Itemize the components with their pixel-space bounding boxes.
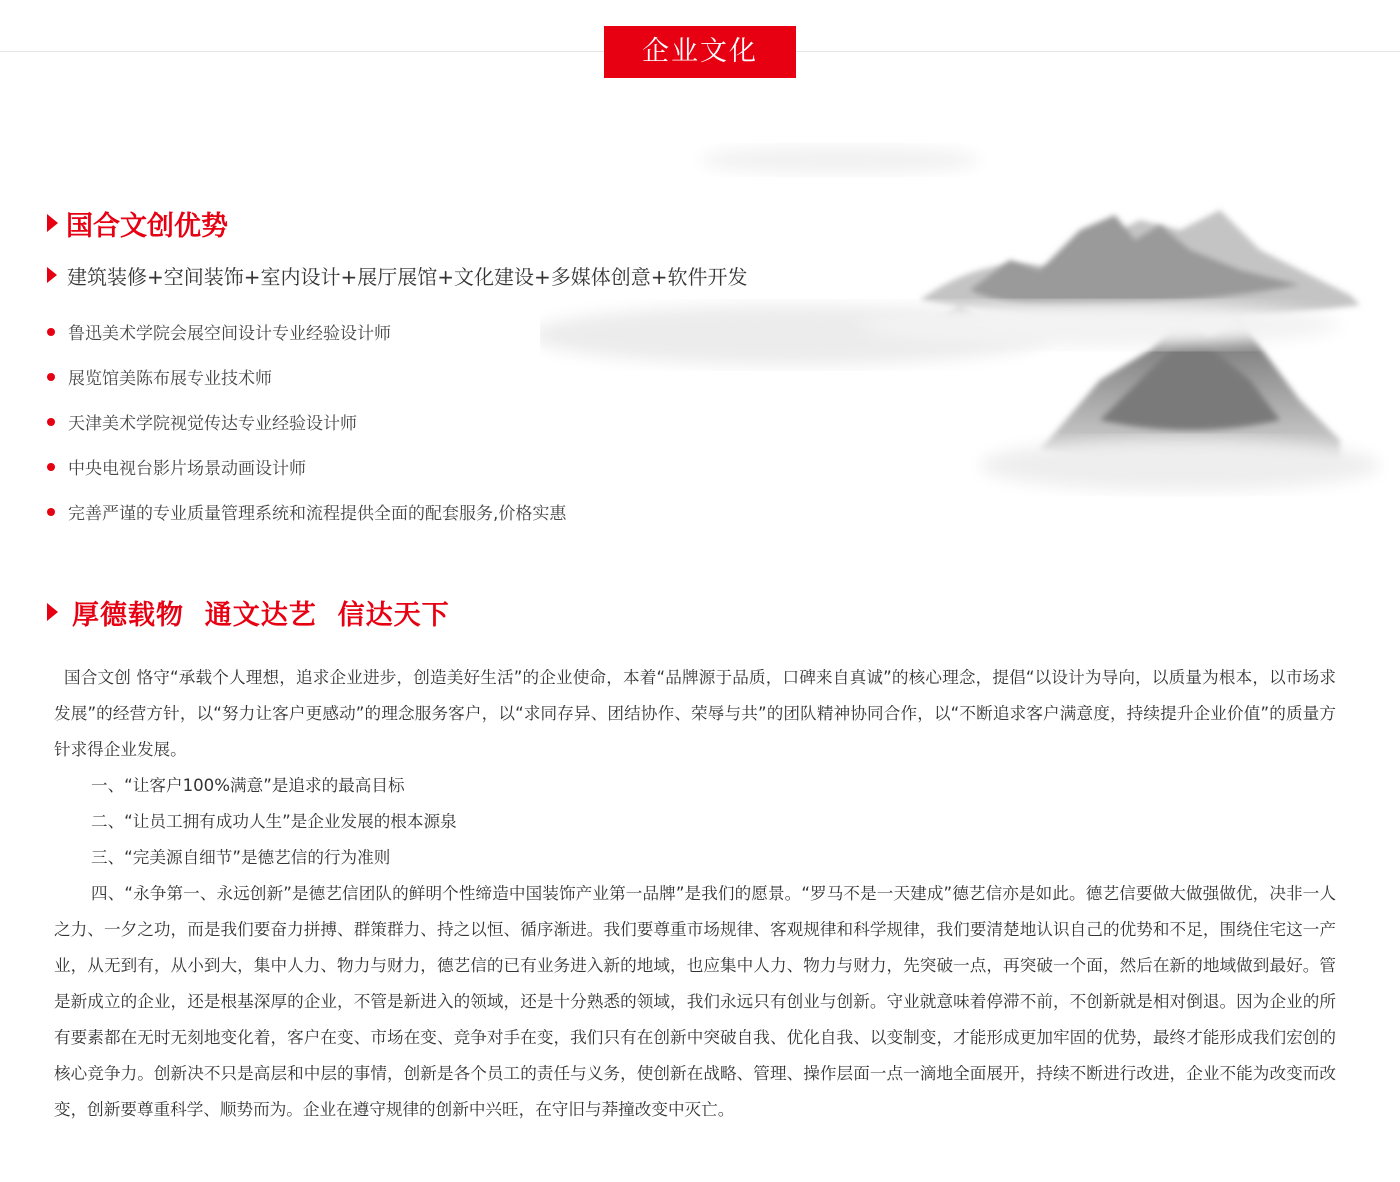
list-item-text: 中央电视台影片场景动画设计师 (68, 459, 306, 479)
advantage-heading (47, 203, 228, 243)
bullet-dot-icon (47, 418, 55, 426)
services-line (47, 259, 748, 291)
bullet-dot-icon (47, 373, 55, 381)
triangle-marker-icon (47, 603, 58, 621)
advantage-list (47, 309, 566, 534)
list-item (47, 354, 566, 399)
bullet-dot-icon (47, 328, 55, 336)
culture-heading-text: 厚德载物 通文达艺 信达天下 (72, 599, 450, 631)
list-item (47, 444, 566, 489)
list-item-text: 天津美术学院视觉传达专业经验设计师 (68, 414, 357, 434)
bullet-dot-icon (47, 508, 55, 516)
list-item (47, 309, 566, 354)
list-item (47, 399, 566, 444)
bullet-dot-icon (47, 463, 55, 471)
intro-paragraph: 国合文创 恪守“承载个人理想，追求企业进步，创造美好生活”的企业使命，本着“品牌源于品质，口碑来自真诚”的核心理念，提倡“以设计为导向，以质量为根本，以市场求发展”的经营方针，以“努力让客户更感动”的理念服务客户，以“求同存异、团结协作、荣辱与共”的团队精神协同合作，以“不断追求客户满意度，持续提升企业价值”的质量方针求得企业发展。 (54, 668, 1336, 759)
list-item-text: 鲁迅美术学院会展空间设计专业经验设计师 (68, 324, 391, 344)
list-item-text: 展览馆美陈布展专业技术师 (68, 369, 272, 389)
triangle-marker-icon (47, 214, 58, 232)
principle-1: 一、“让客户100%满意”是追求的最高目标 (91, 776, 405, 795)
section-title-badge: 企业文化 (604, 26, 796, 78)
triangle-marker-icon (47, 267, 57, 283)
list-item (47, 489, 566, 534)
advantage-heading-text: 国合文创优势 (66, 210, 228, 242)
principle-3: 三、“完美源自细节”是德艺信的行为准则 (91, 848, 391, 867)
principle-4: 四、“永争第一、永远创新”是德艺信团队的鲜明个性缔造中国装饰产业第一品牌”是我们的愿景。“罗马不是一天建成”德艺信亦是如此。德艺信要做大做强做优，决非一人之力、一夕之功，而是我们要奋力拼搏、群策群力、持之以恒、循序渐进。我们要尊重市场规律、客观规律和科学规律，我们要清楚地认识自己的优势和不足，围绕住宅这一产业，从无到有，从小到大，集中人力、物力与财力，德艺信的已有业务进入新的地域，也应集中人力、物力与财力，先突破一点，再突破一个面，然后在新的地域做到最好。管是新成立的企业，还是根基深厚的企业，不管是新进入的领域，还是十分熟悉的领域，我们永远只有创业与创新。守业就意味着停滞不前，不创新就是相对倒退。因为企业的所有要素都在无时无刻地变化着，客户在变、市场在变、竞争对手在变，我们只有在创新中突破自我、优化自我、以变制变，才能形成更加牢固的优势，最终才能形成我们宏创的核心竞争力。创新决不只是高层和中层的事情，创新是各个员工的责任与义务，使创新在战略、管理、操作层面一点一滴地全面展开，持续不断进行改进，企业不能为改变而改变，创新要尊重科学、顺势而为。企业在遵守规律的创新中兴旺，在守旧与莽撞改变中灭亡。 (54, 884, 1336, 1119)
ink-mountain-illustration (540, 120, 1400, 500)
culture-heading (47, 592, 450, 632)
services-text: 建筑装修+空间装饰+室内设计+展厅展馆+文化建设+多媒体创意+软件开发 (67, 264, 748, 289)
culture-body (54, 660, 1336, 1128)
list-item-text: 完善严谨的专业质量管理系统和流程提供全面的配套服务,价格实惠 (68, 504, 567, 524)
principle-2: 二、“让员工拥有成功人生”是企业发展的根本源泉 (91, 812, 457, 831)
